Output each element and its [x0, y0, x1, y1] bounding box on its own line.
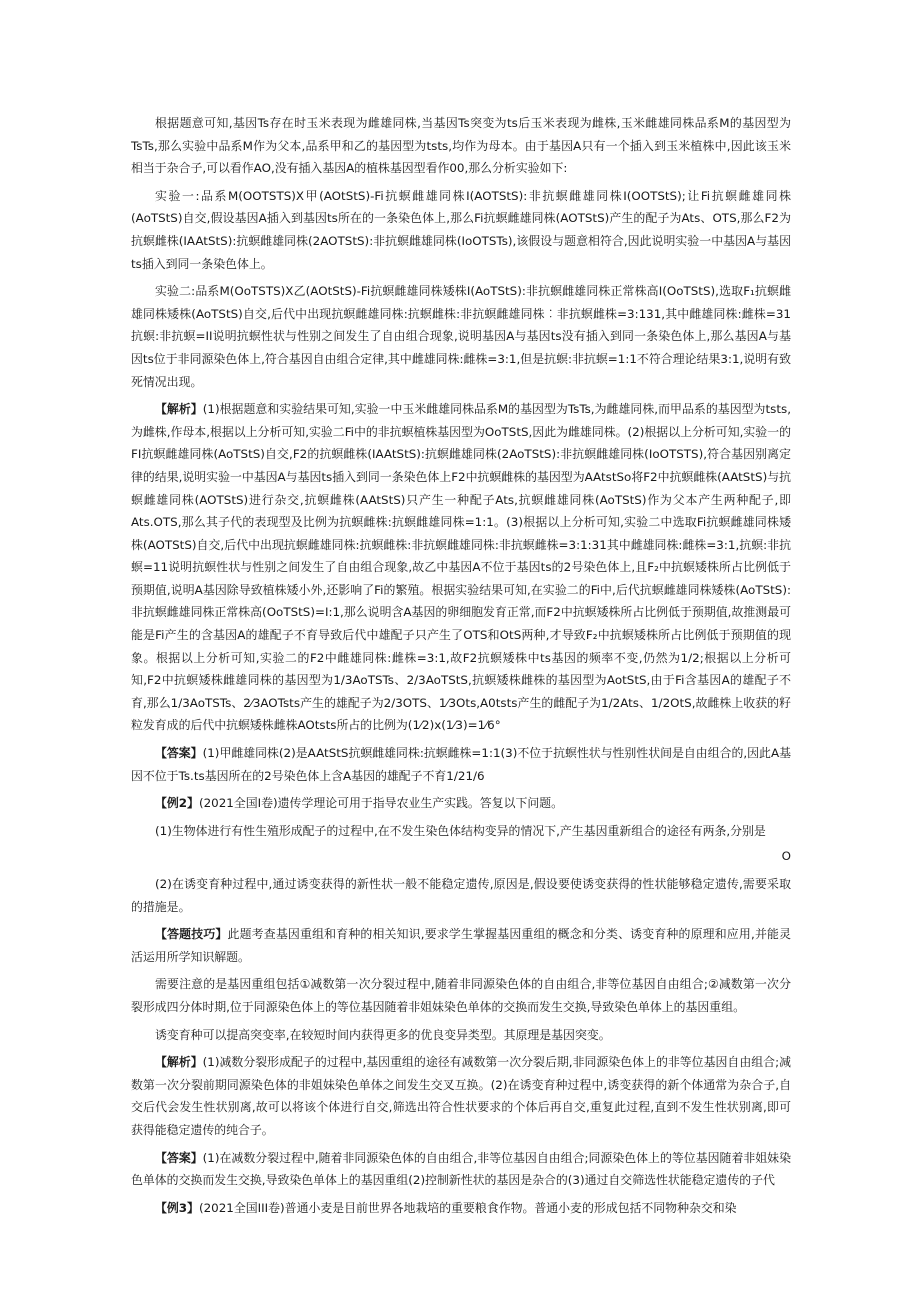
- paragraph-answer-1: [131, 742, 791, 787]
- paragraph-text: 此题考查基因重组和育种的相关知识,要求学生掌握基因重组的概念和分类、诱变育种的原理和应用,并能灵活运用所学知识解题。: [131, 927, 791, 964]
- paragraph-example-2: [131, 792, 791, 815]
- paragraph-text: 需要注意的是基因重组包括①减数第一次分裂过程中,随着非同源染色体的自由组合,非等位基因自由组合;②减数第一次分裂形成四分体时期,位于同源染色体上的等位基因随着非姐妹染色单体的交换而发生交换,导致染色单体上的基因重组。: [131, 977, 791, 1014]
- paragraph-text: (2021全国I卷)遗传学理论可用于指导农业生产实践。答复以下问题。: [198, 796, 564, 811]
- paragraph-lead: 【解析】: [155, 402, 203, 417]
- paragraph-example-3: [131, 1197, 791, 1220]
- paragraph-text: (1)甲雌雄同株(2)是AAtStS抗螟雌雄同株:抗螟雌株=1:1(3)不位于抗螟性状与性别性状间是自由组合的,因此A基因不位于Ts.ts基因所在的2号染色体上含A基因的雄配子不育1/21/6: [131, 746, 791, 783]
- answer-blank-mark: O: [781, 849, 791, 864]
- paragraph-experiment-1: [131, 185, 791, 275]
- paragraph-lead: 【答案】: [155, 746, 203, 761]
- document-body: [131, 112, 791, 1224]
- paragraph-text: (1)根据题意和实验结果可知,实验一中玉米雌雄同株品系M的基因型为TsTs,为雌雄同株,而甲品系的基因型为tsts,为雌株,作母本,根据以上分析可知,实验二Fi中的非抗螟植株基因型为OoTStS,因此为雌雄同株。(2)根据以上分析可知,实验一的FI抗螟雌雄同株(AoTStS)自交,F2的抗螟雌株(IAAtStS):抗螟雌雄同株(2AoTStS):非抗螟雌雄同株(IoOTSTS),符合基因别离定律的结果,说明实验一中基因A与基因ts插入到同一条染色体上F2中抗螟雌株的基因型为AAtstSo将F2中抗螟雌株(AAtStS)与抗螟雌雄同株(AOTStS)进行杂交,抗螟雌株(AAtStS)只产生一种配子Ats,抗螟雌雄同株(AoTStS)作为父本产生两种配子,即Ats.OTS,那么其子代的表现型及比例为抗螟雌株:抗螟雌雄同株=1:1。(3)根据以上分析可知,实验二中选取Fi抗螟雌雄同株矮株(AOTStS)自交,后代中出现抗螟雌雄同株:抗螟雌株:非抗螟雌雄同株:非抗螟雌株=3:1:31其中雌雄同株:雌株=3:1,抗螟:非抗螟=11说明抗螟性状与性别之间发生了自由组合现象,故乙中基因A不位于基因ts的2号染色体上,且F₂中抗螟矮株所占比例低于预期值,说明A基因除导致植株矮小外,还影响了Fi的繁殖。根据实验结果可知,在实验二的Fi中,后代抗螟雌雄同株矮株(AoTStS):非抗螟雌雄同株正常株高(OoTStS)=I:1,那么说明含A基因的卵细胞发育正常,而F2中抗螟矮株所占比例低于预期值,故推测最可能是Fi产生的含基因A的雄配子不育导致后代中雄配子只产生了OTS和OtS两种,才导致F₂中抗螟矮株所占比例低于预期值的现象。根据以上分析可知,实验二的F2中雌雄同株:雌株=3:1,故F2抗螟矮株中ts基因的频率不变,仍然为1/2;根据以上分析可知,F2中抗螟矮株雌雄同株的基因型为1/3AoTSTs、2/3AoTStS,抗螟矮株雌株的基因型为AotStS,由于Fi含基因A的雄配子不育,那么1/3AoTSTs、2⁄3AOTsts产生的雄配子为2/3OTS、1⁄3Ots,A0tsts产生的雌配子为1/2Ats、1/2OtS,故雌株上收获的籽粒发育成的后代中抗螟矮株雌株AOtsts所占的比例为(1⁄2)x(1⁄3)=1⁄6°: [131, 402, 791, 733]
- paragraph-tips: [131, 923, 791, 968]
- paragraph-lead: 【例2】: [155, 796, 199, 811]
- paragraph-lead: 【例3】: [155, 1200, 199, 1215]
- paragraph-text: (1)在减数分裂过程中,随着非同源染色体的自由组合,非等位基因自由组合;同源染色体上的等位基因随着非姐妹染色单体的交换而发生交换,导致染色单体上的基因重组(2)控制新性状的基因是杂合的(3)通过自交筛选性状能稳定遗传的子代: [131, 1150, 791, 1188]
- paragraph-question-1: [131, 820, 791, 843]
- paragraph-text: (2021全国III卷)普通小麦是目前世界各地栽培的重要粮食作物。普通小麦的形成包括不同物种杂交和染: [198, 1200, 737, 1215]
- paragraph-lead: 【答案】: [155, 1150, 203, 1165]
- paragraph-answer-2: [131, 1147, 791, 1192]
- paragraph-explanation-2: [131, 1051, 791, 1141]
- paragraph-experiment-2: [131, 280, 791, 393]
- paragraph-analysis-intro: [131, 112, 791, 180]
- paragraph-text: 诱变育种可以提高突变率,在较短时间内获得更多的优良变异类型。其原理是基因突变。: [155, 1027, 611, 1042]
- paragraph-lead: 【解析】: [155, 1055, 203, 1070]
- paragraph-text: (2)在诱变育种过程中,通过诱变获得的新性状一般不能稳定遗传,原因是,假设要使诱变获得的性状能够稳定遗传,需要采取的措施是。: [131, 877, 791, 914]
- paragraph-lead: 【答题技巧】: [155, 927, 228, 942]
- paragraph-question-2: [131, 873, 791, 918]
- paragraph-text: 根据题意可知,基因Ts存在时玉米表现为雌雄同株,当基因Ts突变为ts后玉米表现为雌株,玉米雌雄同株品系M的基因型为TsTs,那么实验中品系M作为父本,品系甲和乙的基因型为tsts,均作为母本。由于基因A只有一个插入到玉米植株中,因此该玉米相当于杂合子,可以看作AO,没有插入基因A的植株基因型看作00,那么分析实验如下:: [131, 116, 791, 176]
- paragraph-text: 实验一:品系M(OOTSTS)X甲(AOtStS)-Fi抗螟雌雄同株I(AOTStS):非抗螟雌雄同株I(OOTStS);让Fi抗螟雌雄同株(AoTStS)自交,假设基因A插入到基因ts所在的一条染色体上,那么Fi抗螟雌雄同株(AOTStS)产生的配子为Ats、OTS,那么F2为抗螟雌株(IAAtStS):抗螟雌雄同株(2AOTStS):非抗螟雌雄同株(IoOTSTs),该假设与题意相符合,因此说明实验一中基因A与基因ts插入到同一条染色体上。: [131, 188, 791, 271]
- paragraph-explanation-1: [131, 398, 791, 737]
- paragraph-text: (1)生物体进行有性生殖形成配子的过程中,在不发生染色体结构变异的情况下,产生基因重新组合的途径有两条,分别是: [155, 823, 766, 838]
- paragraph-text: (1)减数分裂形成配子的过程中,基因重组的途径有减数第一次分裂后期,非同源染色体上的非等位基因自由组合;减数第一次分裂前期同源染色体的非姐妹染色单体之间发生交叉互换。(2)在诱变育种过程中,诱变获得的新个体通常为杂合子,自交后代会发生性状别离,故可以将该个体进行自交,筛选出符合性状要求的个体后再自交,重复此过程,直到不发生性状别离,即可获得能稳定遗传的纯合子。: [131, 1055, 791, 1137]
- paragraph-text: 实验二:品系M(OoTSTS)X乙(AOtStS)-Fi抗螟雌雄同株矮株I(AoTStS):非抗螟雌雄同株正常株高I(OoTStS),选取F₁抗螟雌雄同株矮株(AoTStS)自交,后代中出现抗螟雌雄同株:抗螟雌株:非抗螟雌雄同株︰非抗螟雌株=3:131,其中雌雄同株:雌株=31抗螟:非抗螟=II说明抗螟性状与性别之间发生了自由组合现象,说明基因A与基因ts没有插入到同一条染色体上,那么基因A与基因ts位于非同源染色体上,符合基因自由组合定律,其中雌雄同株:雌株=3:1,但是抗螟:非抗螟=1:1不符合理论结果3:1,说明有致死情况出现。: [131, 284, 791, 389]
- paragraph-note-mutation: [131, 1024, 791, 1047]
- paragraph-note-recombination: [131, 973, 791, 1018]
